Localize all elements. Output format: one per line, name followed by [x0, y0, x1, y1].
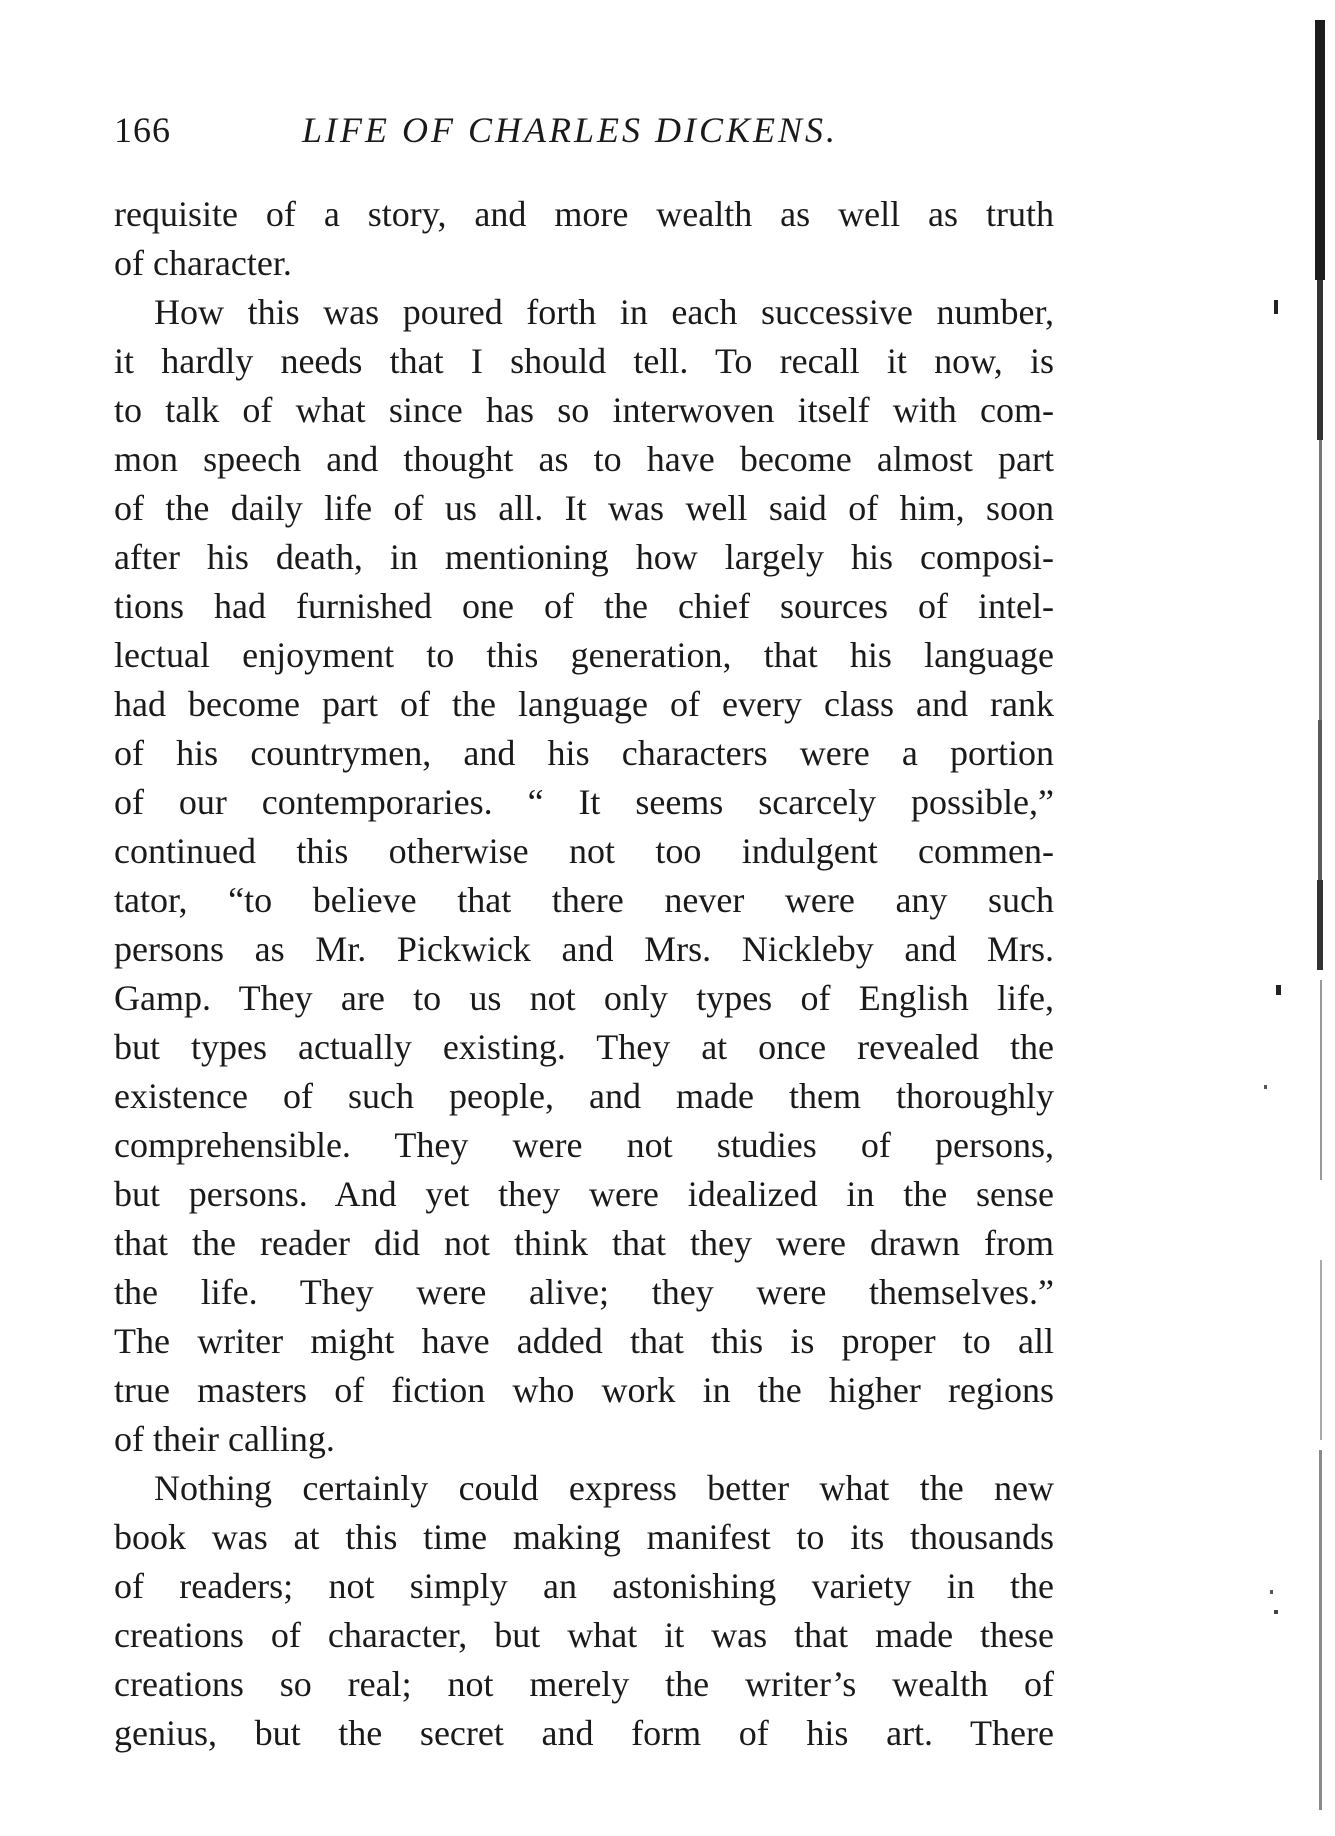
text-line: tator, “to believe that there never were any such: [114, 880, 1054, 920]
body-text: [114, 190, 1054, 1758]
binding-shadow: [1301, 0, 1335, 1831]
text-line: but persons. And yet they were idealized in the sense: [114, 1174, 1054, 1214]
text-line: existence of such people, and made them thoroughly: [114, 1076, 1054, 1116]
text-line: continued this otherwise not too indulgent commen-: [114, 831, 1054, 871]
running-head: [114, 100, 1064, 160]
text-line: lectual enjoyment to this generation, that his language: [114, 635, 1054, 675]
text-line: of character.: [114, 243, 292, 283]
binding-edge: [1301, 0, 1335, 1831]
text-line: Nothing certainly could express better what the new: [154, 1468, 1054, 1508]
page-number: 166: [114, 110, 171, 150]
text-line: to talk of what since has so interwoven itself with com-: [114, 390, 1054, 430]
text-line: the life. They were alive; they were themselves.”: [114, 1272, 1054, 1312]
text-line: but types actually existing. They at once revealed the: [114, 1027, 1054, 1067]
text-line: requisite of a story, and more wealth as well as truth: [114, 194, 1054, 234]
running-title: LIFE OF CHARLES DICKENS.: [302, 110, 838, 150]
text-line: of their calling.: [114, 1419, 335, 1459]
text-line: of the daily life of us all. It was well said of him, soon: [114, 488, 1054, 528]
text-line: persons as Mr. Pickwick and Mrs. Nickleby and Mrs.: [114, 929, 1054, 969]
text-line: had become part of the language of every class and rank: [114, 684, 1054, 724]
paragraph: [114, 288, 1054, 1464]
text-line: it hardly needs that I should tell. To recall it now, is: [114, 341, 1054, 381]
text-line: book was at this time making manifest to its thousands: [114, 1517, 1054, 1557]
text-line: tions had furnished one of the chief sources of intel-: [114, 586, 1054, 626]
gutter-speckles: [1260, 0, 1290, 1831]
text-line: after his death, in mentioning how largely his composi-: [114, 537, 1054, 577]
text-line: creations of character, but what it was that made these: [114, 1615, 1054, 1655]
speckle-pattern: [1260, 0, 1290, 1831]
text-line: creations so real; not merely the writer’s wealth of: [114, 1664, 1054, 1704]
text-line: of his countrymen, and his characters were a portion: [114, 733, 1054, 773]
text-line: of our contemporaries. “ It seems scarcely possible,”: [114, 782, 1054, 822]
text-line: The writer might have added that this is proper to all: [114, 1321, 1054, 1361]
text-line: How this was poured forth in each successive number,: [154, 292, 1054, 332]
text-line: mon speech and thought as to have become almost part: [114, 439, 1054, 479]
text-line: genius, but the secret and form of his art. There: [114, 1713, 1054, 1753]
text-line: comprehensible. They were not studies of persons,: [114, 1125, 1054, 1165]
text-line: true masters of fiction who work in the higher regions: [114, 1370, 1054, 1410]
text-line: Gamp. They are to us not only types of English life,: [114, 978, 1054, 1018]
paragraph: [114, 1464, 1054, 1758]
text-line: of readers; not simply an astonishing variety in the: [114, 1566, 1054, 1606]
paragraph: [114, 190, 1054, 288]
text-line: that the reader did not think that they were drawn from: [114, 1223, 1054, 1263]
